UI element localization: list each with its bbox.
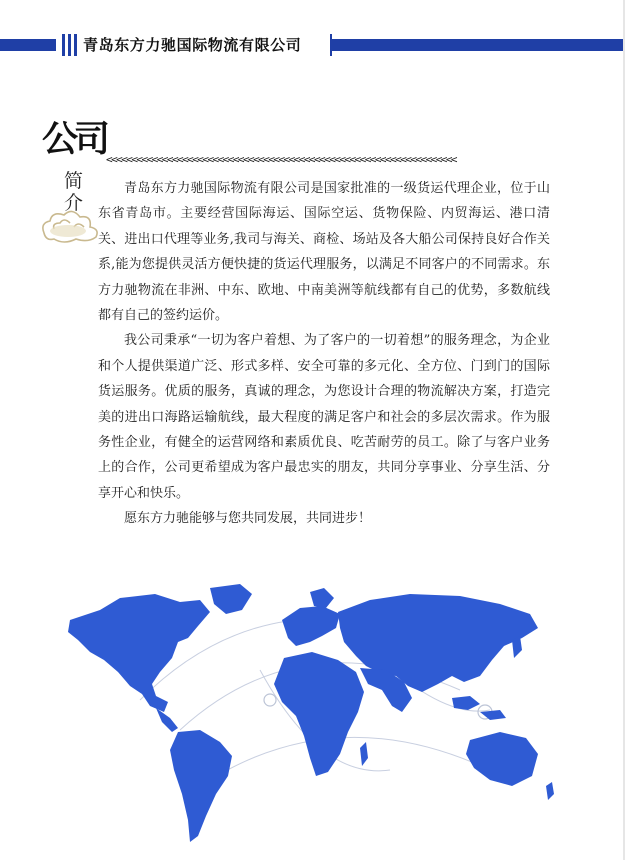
paragraph: 我公司秉承“一切为客户着想、为了客户的一切着想”的服务理念，为企业和个人提供渠道广泛、形式多样、安全可靠的多元化、全方位、门到门的国际货运服务。优质的服务，真诚的理念，为您设计合理的物流解决方案，打造完美的进出口海路运输航线，最大程度的满足客户和社会的多层次需求。作为服务性企业，有健全的运营网络和素质优良、吃苦耐劳的员工。除了与客户业务上的合作，公司更希望成为客户最忠实的朋友，共同分享事业、分享生活、分享开心和快乐。 bbox=[98, 333, 550, 501]
header-stripe bbox=[74, 34, 77, 56]
company-title: 青岛东方力驰国际物流有限公司 bbox=[83, 36, 302, 54]
section-title-top: 公司 bbox=[42, 119, 107, 160]
company-description bbox=[98, 176, 550, 532]
chevron-rule: <<<<<<<<<<<<<<<<<<<<<<<<<<<<<<<<<<<<<<<<<<<<<<<<<<<<<<<<<<<<<<<<<<<<< bbox=[106, 153, 457, 166]
header-stripe bbox=[68, 34, 71, 56]
section-title-bottom: 简介 bbox=[64, 170, 84, 214]
paragraph: 青岛东方力驰国际物流有限公司是国家批准的一级货运代理企业，位于山东省青岛市。主要经营国际海运、国际空运、货物保险、内贸海运、港口清关、进出口代理等业务,我司与海关、商检、场站及各大船公司保持良好合作关系,能为您提供灵活方便快捷的货运代理服务，以满足不同客户的不同需求。东方力驰物流在非洲、中东、欧地、中南美洲等航线都有自己的优势，多数航线都有自己的签约运价。 bbox=[98, 181, 550, 324]
page-header bbox=[0, 34, 625, 56]
header-bar-right bbox=[332, 39, 625, 51]
header-stripe bbox=[62, 34, 65, 56]
header-bar-left bbox=[0, 39, 56, 51]
world-map-icon bbox=[60, 580, 560, 855]
paragraph: 愿东方力驰能够与您共同发展，共同进步！ bbox=[124, 511, 372, 527]
